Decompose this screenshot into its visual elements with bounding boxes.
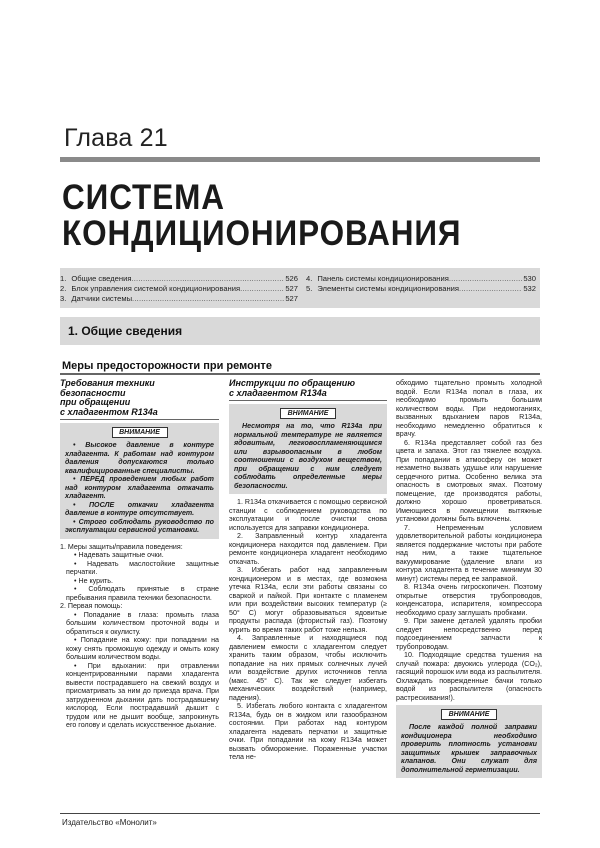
section-title: 1. Общие сведения — [68, 324, 183, 338]
subsection-rule — [60, 373, 540, 375]
column-heading: Инструкции по обращению с хладагентом R134a — [229, 378, 356, 398]
heading-rule — [229, 400, 387, 401]
paragraph: 9. При замене деталей удалять пробки следует непосредственно перед подсоединением запчасти к трубопроводам. — [396, 617, 542, 651]
page-title — [62, 180, 461, 252]
paragraph: 3. Избегать работ над заправленным кондиционером и в местах, где возможна утечка R134a, если эти работы связаны со сваркой и пайкой. При контакте с пламенем или при воздействии высоких температур (≥ 50° C) могут образовываться ядовитые продукты распада (фтористый газ). Поэтому курить во время таких работ тоже нельзя. — [229, 566, 387, 634]
heading-rule — [60, 419, 219, 420]
toc-item[interactable]: 1. Общие сведения ..... 526 — [60, 274, 298, 284]
warning-box: ВНИМАНИЕ Несмотря на то, что R134a при нормальной температуре не является ядовитым, легковоспламеняющимся или взрывоопасным в любом соотношении с воздухом веществом, при обращении с ним следует соблюдать определенные меры безопасности. — [229, 404, 387, 494]
toc-item[interactable]: 3. Датчики системы ..... 527 — [60, 294, 298, 304]
paragraph: 10. Подходящие средства тушения на случай пожара: двуокись углерода (CO₂), гасящий порошок или вода из распылителя. Охлаждать поврежденные бачки только водой из распылителя (опасность растрескивания!). — [396, 651, 542, 702]
warning-box: ВНИМАНИЕ • Высокое давление в контуре хладагента. К работам над контуром давления допускаются только квалифицированные специалисты. • ПЕРЕД проведением любых работ над контуром хладагента откачать хладагент. • ПОСЛЕ откачки хладагента давление в контуре отсутствует. • Строго соблюдать руководство по эксплуатации сервисной установки. — [60, 423, 219, 539]
list-item: • Не курить. — [74, 576, 113, 585]
paragraph: обходимо тщательно промыть холодной водой. Если R134a попал в глаза, их необходимо промыть большим количеством воды. При недомоганиях, вызванных вдыханием паров R134a, необходимо немедленно обратиться к врачу. — [396, 379, 542, 438]
list-item: • Попадание в глаза: промыть глаза большим количеством проточной воды и обратиться к окулисту. — [66, 610, 219, 636]
warning-badge: ВНИМАНИЕ — [441, 709, 497, 720]
paragraph: 5. Избегать любого контакта с хладагентом R134a, будь он в жидком или газообразном состоянии. При работах над контуром хладагента надевать перчатки и защитные очки. При попадании на кожу R134a может вызвать обморожение. Пораженные участки тела не- — [229, 702, 387, 761]
paragraph: 1. R134a откачивается с помощью сервисной станции с соблюдением руководства по эксплуатации и после очистки снова используется для заправки кондиционера. — [229, 498, 387, 532]
title-line-2: КОНДИЦИОНИРОВАНИЯ — [62, 214, 462, 253]
column-heading: Требования техники безопасности при обращении с хладагентом R134a — [60, 378, 158, 417]
column-2 — [229, 379, 387, 762]
list-item: • Надевать маслостойкие защитные перчатки. — [66, 559, 219, 576]
list-item: 1. Меры защиты/правила поведения: — [60, 542, 183, 551]
publisher-footer: Издательство «Монолит» — [62, 818, 157, 827]
column-3 — [396, 379, 542, 782]
warning-box: ВНИМАНИЕ После каждой полной заправки кондиционера необходимо проверить плотность установки защитных крышек заправочных клапанов. Они служат для дополнительной герметизации. — [396, 705, 542, 778]
subsection-title: Меры предосторожности при ремонте — [62, 360, 272, 372]
paragraph: 8. R134a очень гигроскопичен. Поэтому открытые отверстия трубопроводов, конденсатора, испарителя, компрессора необходимо сразу заглушать пробками. — [396, 583, 542, 617]
column-1 — [60, 379, 219, 730]
title-line-1: СИСТЕМА — [62, 178, 225, 217]
table-of-contents — [60, 268, 540, 308]
toc-left-column — [60, 274, 298, 304]
paragraph: 7. Непременным условием удовлетворительной работы кондиционера является поддержание чистоты при работе над ним, а также тщательное вакуумирование (удаление влаги из контура хладагента в течение минимум 30 минут) системы перед ее заправкой. — [396, 523, 542, 583]
toc-item[interactable]: 5. Элементы системы кондиционирования ..... 532 — [306, 284, 536, 294]
top-rule — [60, 157, 540, 162]
warning-badge: ВНИМАНИЕ — [112, 427, 168, 438]
paragraph: 6. R134a представляет собой газ без цвета и запаха. Этот газ тяжелее воздуха. При попадании в атмосферу он может незаметно вызвать удушье или нарушение сердечного ритма. Особенно велика эта опасность в смотровых ямах. Поэтому помещение, где производятся работы, должно хорошо проветриваться. Имеющиеся в помещении вытяжные установки должны быть включены. — [396, 438, 542, 523]
footer-rule — [60, 813, 540, 814]
toc-item[interactable]: 2. Блок управления системой кондиционирования ..... 527 — [60, 284, 298, 294]
paragraph: 2. Заправленный контур хладагента кондиционера находится под давлением. При ремонте кондиционера хладагент необходимо откачать. — [229, 532, 387, 566]
list-item: 2. Первая помощь: — [60, 602, 123, 610]
paragraph: 4. Заправленные и находящиеся под давлением емкости с хладагентом следует хранить таким образом, чтобы исключить попадание на них прямых солнечных лучей или воздействие других источников тепла (макс. 45° C). Так же следует избегать механических воздействий (например, падения). — [229, 634, 387, 702]
list-item: • Надевать защитные очки. — [74, 551, 164, 559]
list-item: • При вдыхании: при отравлении концентрированными парами хладагента вывести пострадавшего на свежий воздух и присматривать за ним до приезда врача. При затрудненном дыхании дать пострадавшему кислород. Если пострадавший дышит с трудом или не дышит вообще, запрокинуть его голову и сделать искусственное дыхание. — [66, 661, 219, 729]
chapter-label: Глава 21 — [64, 124, 168, 152]
list-item: • Попадание на кожу: при попадании на кожу снять промокшую одежду и омыть кожу большим количеством воды. — [66, 636, 219, 661]
list-item: • Соблюдать принятые в стране пребывания правила техники безопасности. — [66, 585, 219, 602]
warning-badge: ВНИМАНИЕ — [280, 408, 336, 419]
toc-right-column — [306, 274, 536, 294]
toc-item[interactable]: 4. Панель системы кондиционирования ..... 530 — [306, 274, 536, 284]
